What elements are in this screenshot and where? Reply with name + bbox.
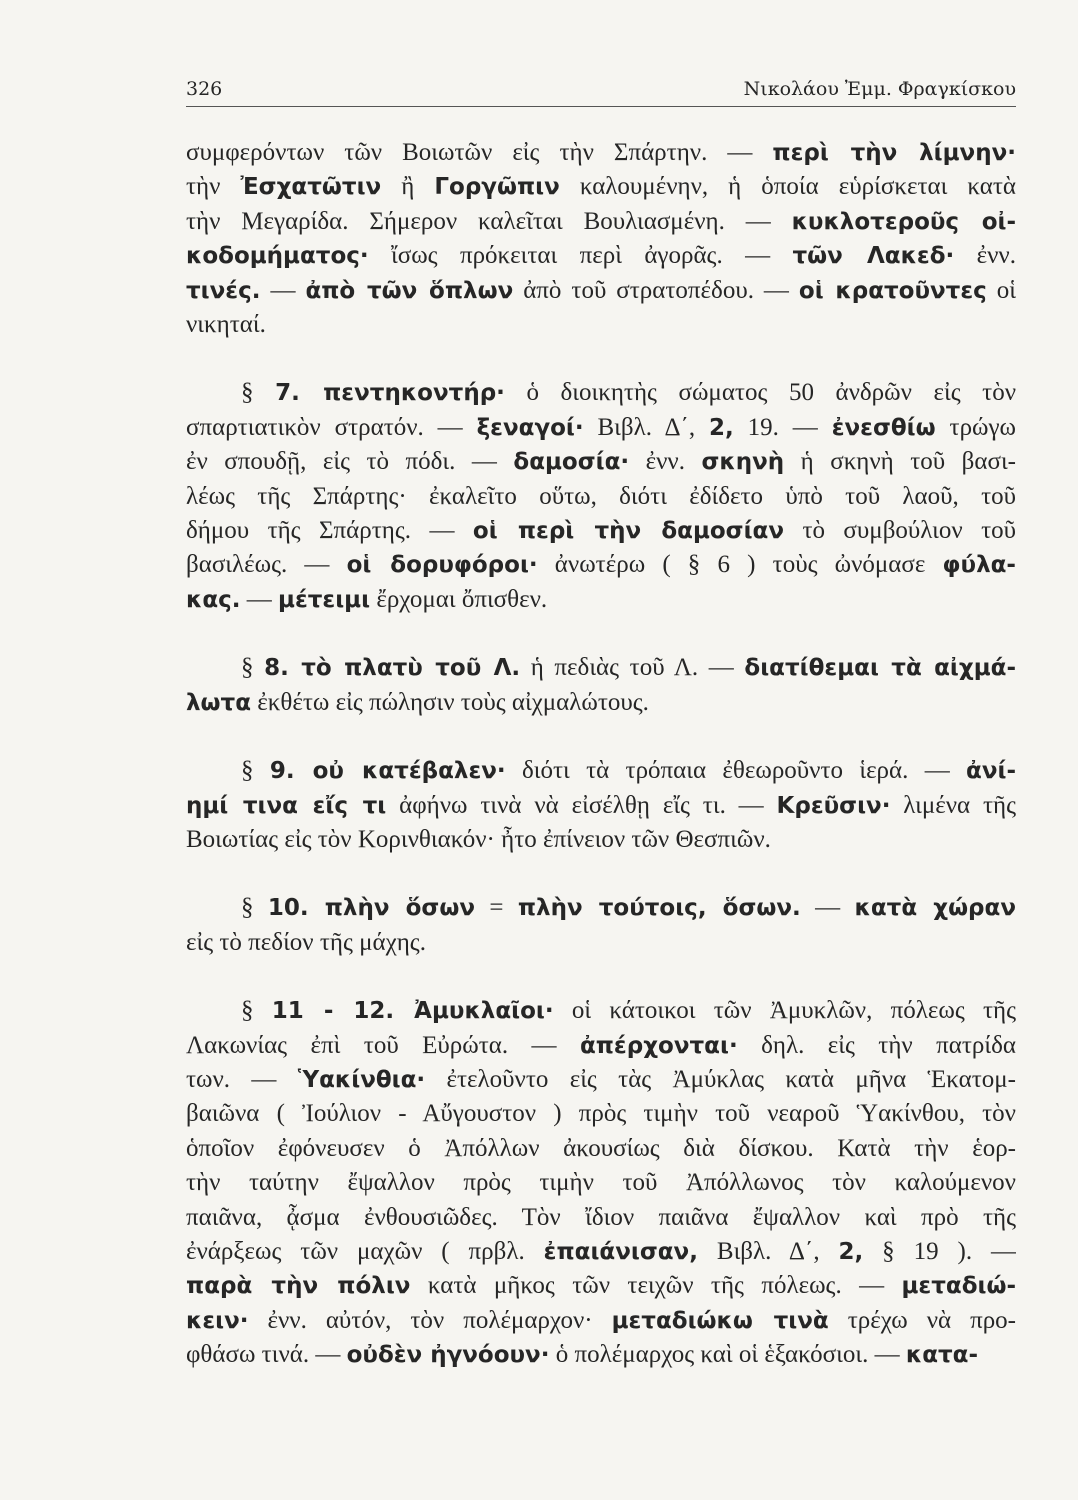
lemma-term: οὐδὲν ἠγνόουν· bbox=[346, 1342, 550, 1369]
gloss-text: ὁ πολέμαρχος καὶ οἱ ἑξακόσιοι. — bbox=[549, 1341, 906, 1369]
text-line bbox=[186, 1304, 1016, 1338]
gloss-text: ἐνν. bbox=[954, 242, 1016, 270]
text-line bbox=[186, 308, 1016, 342]
gloss-text: ἔρχομαι ὄπισθεν. bbox=[370, 585, 548, 613]
lemma-term: σκηνὴ bbox=[701, 449, 785, 476]
text-line bbox=[186, 891, 1016, 925]
gloss-text: φθάσω τινά. — bbox=[186, 1341, 347, 1369]
text-line bbox=[186, 994, 1016, 1028]
gloss-text: ἀπὸ τοῦ στρατοπέδου. — bbox=[513, 276, 799, 304]
gloss-text: δήμου τῆς Σπάρτης. — bbox=[186, 517, 473, 545]
gloss-text: των. — bbox=[186, 1065, 298, 1093]
text-line bbox=[186, 926, 1016, 960]
lemma-term: μέτειμι bbox=[278, 586, 371, 613]
lemma-term: Ὑακίνθια· bbox=[297, 1066, 426, 1093]
lemma-term: κοδομήματος· bbox=[186, 243, 369, 270]
text-line bbox=[186, 514, 1016, 548]
text-line bbox=[186, 411, 1016, 445]
lemma-term: κατα- bbox=[905, 1342, 979, 1369]
text-line bbox=[186, 1097, 1016, 1131]
gloss-text: παιᾶνα, ᾆσμα ἐνθουσιῶδες. Τὸν ἴδιον παιᾶνα ἔψαλλον καὶ πρὸ τῆς bbox=[186, 1203, 1016, 1231]
lemma-term: Γοργῶπιν bbox=[434, 174, 560, 201]
page-number: 326 bbox=[186, 78, 223, 100]
commentary-text bbox=[186, 136, 1016, 1373]
lemma-term: ἀπὸ τῶν ὅπλων bbox=[305, 277, 514, 304]
running-title: Νικολάου Ἐμμ. Φραγκίσκου bbox=[743, 78, 1016, 100]
gloss-text: Βοιωτίας εἰς τὸν Κορινθιακόν· ἦτο ἐπίνειον τῶν Θεσπιῶν. bbox=[186, 825, 771, 853]
paragraph-gap bbox=[186, 857, 1016, 891]
gloss-text: Λακωνίας ἐπὶ τοῦ Εὐρώτα. — bbox=[186, 1031, 580, 1059]
lemma-term: κυκλοτεροῦς οἰ- bbox=[791, 208, 1016, 235]
gloss-text: ἐνν. bbox=[629, 448, 702, 476]
text-line bbox=[186, 480, 1016, 514]
gloss-text: ἐνάρξεως τῶν μαχῶν ( πρβλ. bbox=[186, 1237, 544, 1265]
lemma-term: πλὴν τούτοις, ὅσων. bbox=[517, 895, 801, 922]
gloss-text: ἀφήνω τινὰ νὰ εἰσέλθῃ εἴς τι. — bbox=[386, 791, 777, 819]
gloss-text: ἀνωτέρω ( § 6 ) τοὺς ὠνόμασε bbox=[537, 551, 943, 579]
gloss-text: δηλ. εἰς τὴν πατρίδα bbox=[737, 1031, 1016, 1059]
lemma-term: ημί τινα εἴς τι bbox=[186, 792, 387, 819]
gloss-text: § bbox=[241, 894, 268, 922]
lemma-term: μεταδιώ- bbox=[901, 1273, 1016, 1300]
gloss-text: οἱ bbox=[986, 276, 1016, 304]
text-line bbox=[186, 1235, 1016, 1269]
gloss-text: λέως τῆς Σπάρτης· ἐκαλεῖτο οὕτω, διότι ἐδίδετο ὑπὸ τοῦ λαοῦ, τοῦ bbox=[186, 482, 1016, 510]
gloss-text: εἰς τὸ πεδίον τῆς μάχης. bbox=[186, 928, 426, 956]
gloss-text: ἴσως πρόκειται περὶ ἀγορᾶς. — bbox=[368, 242, 793, 270]
gloss-text: τρέχω νὰ προ- bbox=[828, 1306, 1016, 1334]
gloss-text: — bbox=[240, 585, 279, 613]
lemma-term: δαμοσία· bbox=[513, 449, 630, 476]
lemma-term: 11 - 12. Ἀμυκλαῖοι· bbox=[271, 998, 554, 1025]
text-line bbox=[186, 823, 1016, 857]
gloss-text: διότι τὰ τρόπαια ἐθεωροῦντο ἱερά. — bbox=[505, 757, 967, 785]
lemma-term: κας. bbox=[186, 586, 241, 613]
text-line bbox=[186, 170, 1016, 204]
text-line bbox=[186, 1166, 1016, 1200]
gloss-text: ἡ πεδιὰς τοῦ Λ. — bbox=[520, 654, 745, 682]
text-line bbox=[186, 686, 1016, 720]
text-line bbox=[186, 583, 1016, 617]
gloss-text: = bbox=[475, 894, 518, 922]
gloss-text: ὁποῖον ἐφόνευσεν ὁ Ἀπόλλων ἀκουσίως διὰ δίσκου. Κατὰ τὴν ἑορ- bbox=[186, 1134, 1016, 1162]
paragraph-gap bbox=[186, 342, 1016, 376]
paragraph-gap bbox=[186, 720, 1016, 754]
gloss-text: — bbox=[800, 894, 855, 922]
text-line bbox=[186, 136, 1016, 170]
gloss-text: ὁ διοικητὴς σώματος 50 ἀνδρῶν εἰς τὸν bbox=[504, 379, 1016, 407]
gloss-text: § bbox=[241, 757, 270, 785]
gloss-text: συμφερόντων τῶν Βοιωτῶν εἰς τὴν Σπάρτην. — bbox=[186, 139, 773, 166]
lemma-term: φύλα- bbox=[942, 552, 1016, 579]
paragraph-gap bbox=[186, 617, 1016, 651]
lemma-term: 2, bbox=[709, 414, 734, 441]
gloss-text: Βιβλ. Δ΄, bbox=[697, 1237, 839, 1265]
text-line bbox=[186, 1338, 1016, 1372]
lemma-term: ἀπέρχονται· bbox=[579, 1032, 738, 1059]
text-line bbox=[186, 376, 1016, 410]
gloss-text: τὸ συμβούλιον τοῦ bbox=[784, 517, 1016, 545]
gloss-text: τὴν Μεγαρίδα. Σήμερον καλεῖται Βουλιασμένη. — bbox=[186, 207, 792, 235]
gloss-text: Βιβλ. Δ΄, bbox=[583, 413, 710, 441]
lemma-term: 7. πεντηκοντήρ· bbox=[275, 380, 505, 407]
gloss-text: κατὰ μῆκος τῶν τειχῶν τῆς πόλεως. — bbox=[410, 1272, 902, 1300]
lemma-term: ἐπαιάνισαν, bbox=[543, 1238, 698, 1265]
text-line bbox=[186, 445, 1016, 479]
lemma-term: διατίθεμαι τὰ αἰχμά- bbox=[744, 655, 1016, 682]
text-line bbox=[186, 1132, 1016, 1166]
text-line bbox=[186, 274, 1016, 308]
text-line bbox=[186, 1029, 1016, 1063]
gloss-text: ἢ bbox=[381, 173, 435, 201]
lemma-term: οἱ δορυφόροι· bbox=[346, 552, 538, 579]
gloss-text: οἱ κάτοικοι τῶν Ἀμυκλῶν, πόλεως τῆς bbox=[553, 997, 1016, 1025]
lemma-term: 2, bbox=[838, 1238, 864, 1265]
gloss-text: τρώγω bbox=[935, 413, 1016, 441]
lemma-term: μεταδιώκω τινὰ bbox=[611, 1307, 829, 1334]
gloss-text: βασιλέως. — bbox=[186, 551, 347, 579]
lemma-term: κατὰ χώραν bbox=[854, 895, 1016, 922]
text-line bbox=[186, 239, 1016, 273]
gloss-text: βαιῶνα ( Ἰούλιον - Αὔγουστον ) πρὸς τιμὴν τοῦ νεαροῦ Ὑακίνθου, τὸν bbox=[186, 1100, 1016, 1128]
lemma-term: κειν· bbox=[186, 1307, 249, 1334]
text-line bbox=[186, 1201, 1016, 1235]
lemma-term: περὶ τὴν λίμνην· bbox=[772, 140, 1016, 166]
gloss-text: λιμένα τῆς bbox=[890, 791, 1016, 819]
text-line bbox=[186, 1269, 1016, 1303]
lemma-term: λωτα bbox=[186, 689, 252, 716]
gloss-text: § bbox=[241, 654, 265, 682]
gloss-text: — bbox=[260, 276, 306, 304]
gloss-text: καλουμένην, ἡ ὁποία εὑρίσκεται κατὰ bbox=[559, 173, 1016, 201]
lemma-term: τῶν Λακεδ· bbox=[792, 243, 955, 270]
gloss-text: § bbox=[241, 997, 272, 1025]
lemma-term: 9. οὐ κατέβαλεν· bbox=[269, 758, 506, 785]
paragraph-gap bbox=[186, 960, 1016, 994]
gloss-text: § bbox=[241, 379, 276, 407]
text-line bbox=[186, 1063, 1016, 1097]
gloss-text: ἐτελοῦντο εἰς τὰς Ἀμύκλας κατὰ μῆνα Ἑκατομ- bbox=[425, 1065, 1016, 1093]
lemma-term: Ἐσχατῶτιν bbox=[240, 174, 382, 201]
gloss-text: νικηταί. bbox=[186, 311, 266, 339]
text-line bbox=[186, 205, 1016, 239]
gloss-text: τὴν bbox=[186, 173, 241, 201]
lemma-term: παρὰ τὴν πόλιν bbox=[186, 1273, 411, 1300]
lemma-term: οἱ περὶ τὴν δαμοσίαν bbox=[472, 518, 785, 545]
lemma-term: οἱ κρατοῦντες bbox=[798, 277, 987, 304]
lemma-term: ξεναγοί· bbox=[476, 414, 584, 441]
gloss-text: ἐν σπουδῇ, εἰς τὸ πόδι. — bbox=[186, 448, 514, 476]
text-line bbox=[186, 651, 1016, 685]
text-line bbox=[186, 548, 1016, 582]
text-line bbox=[186, 789, 1016, 823]
lemma-term: 10. πλὴν ὅσων bbox=[267, 895, 475, 922]
gloss-text: ἡ σκηνὴ τοῦ βασι- bbox=[784, 448, 1016, 476]
gloss-text: τὴν ταύτην ἔψαλλον πρὸς τιμὴν τοῦ Ἀπόλλωνος τὸν καλούμενον bbox=[186, 1169, 1016, 1197]
gloss-text: § 19 ). — bbox=[863, 1237, 1016, 1265]
text-line bbox=[186, 754, 1016, 788]
gloss-text: ἐκθέτω εἰς πώλησιν τοὺς αἰχμαλώτους. bbox=[251, 688, 649, 716]
lemma-term: ἐνεσθίω bbox=[831, 414, 936, 441]
gloss-text: 19. — bbox=[733, 413, 832, 441]
lemma-term: τινές. bbox=[186, 277, 261, 304]
page-header bbox=[186, 72, 1016, 107]
gloss-text: σπαρτιατικὸν στρατόν. — bbox=[186, 413, 477, 441]
lemma-term: 8. τὸ πλατὺ τοῦ Λ. bbox=[264, 655, 521, 682]
lemma-term: ἀνί- bbox=[966, 758, 1016, 785]
gloss-text: ἐνν. αὐτόν, τὸν πολέμαρχον· bbox=[248, 1306, 612, 1334]
lemma-term: Κρεῦσιν· bbox=[776, 792, 891, 819]
